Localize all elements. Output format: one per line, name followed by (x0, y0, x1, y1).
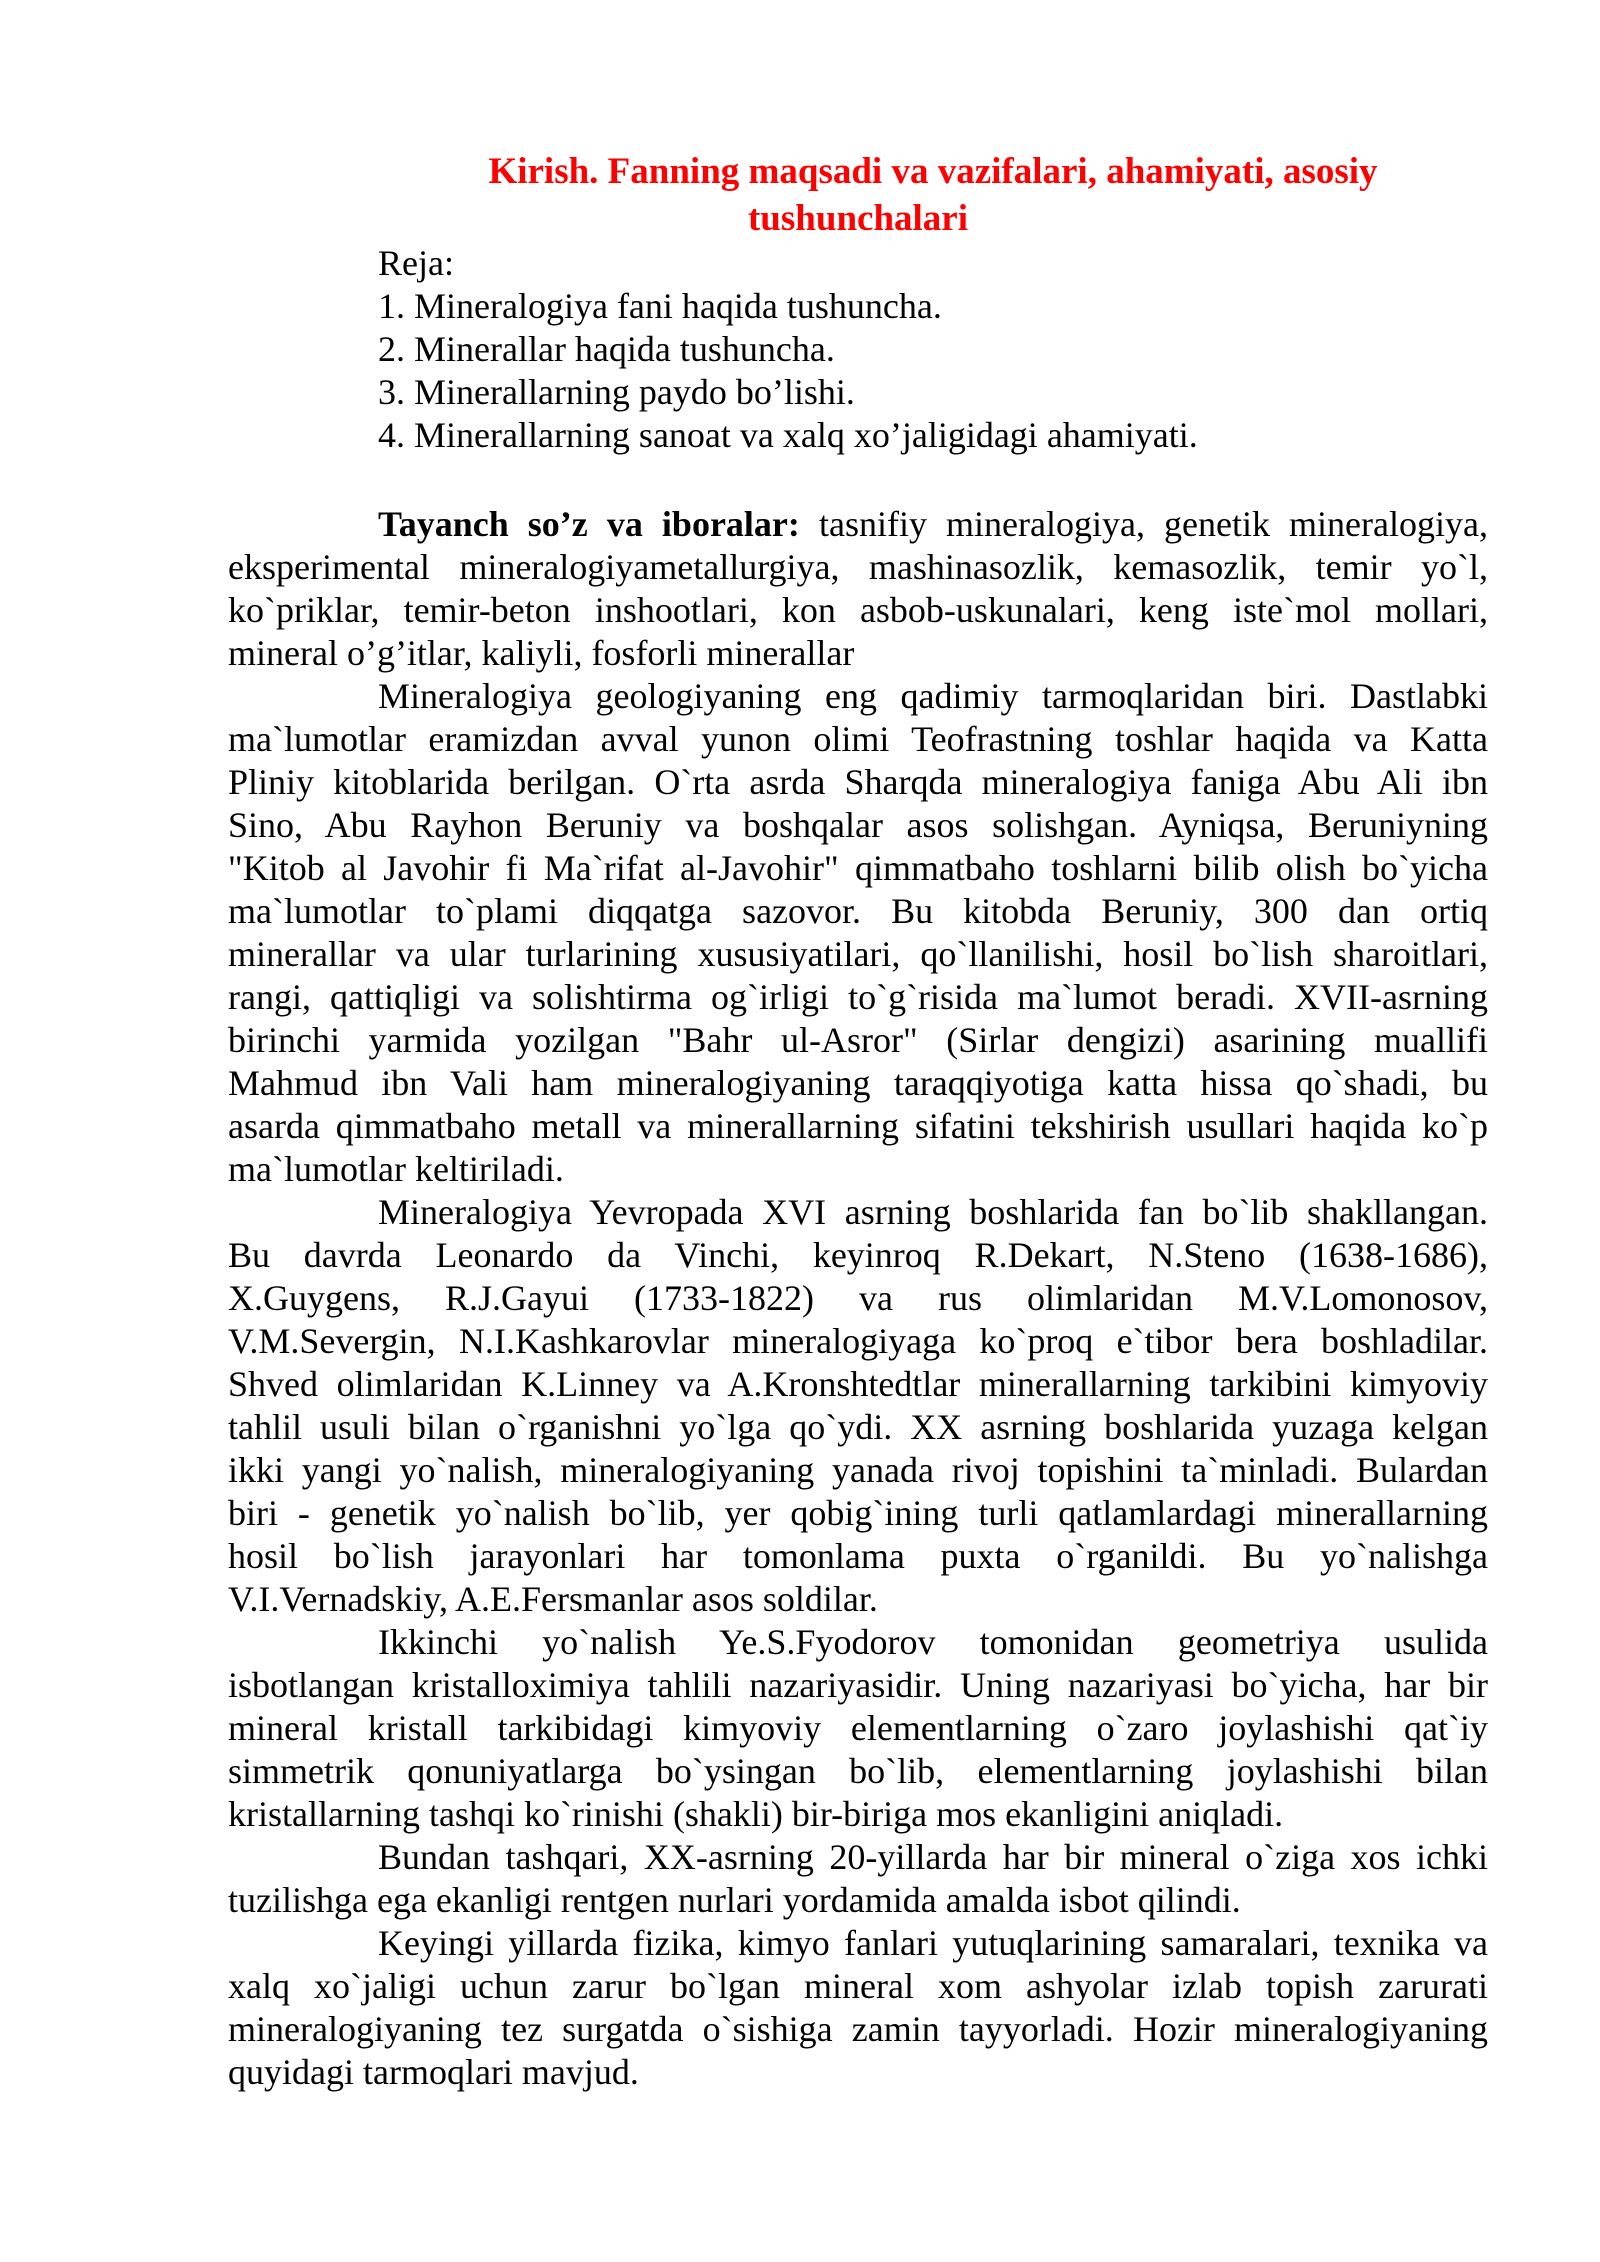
text-line: Mahmud ibn Vali ham mineralogiyaning taraqqiyotiga katta hissa qo`shadi, bu (228, 1063, 1488, 1103)
text-line: ma`lumotlar to`plami diqqatga sazovor. Bu kitobda Beruniy, 300 dan ortiq (228, 891, 1488, 931)
text-line: Pliniy kitoblarida berilgan. O`rta asrda Sharqda mineralogiya faniga Abu Ali ibn (228, 762, 1488, 802)
text-line: Keyingi yillarda fizika, kimyo fanlari yutuqlarining samaralari, texnika va (378, 1923, 1488, 1963)
text-line: simmetrik qonuniyatlarga bo`ysingan bo`lib, elementlarning joylashishi bilan (228, 1751, 1488, 1791)
text-line: rangi, qattiqligi va solishtirma og`irligi to`g`risida ma`lumot beradi. XVII-asrning (228, 977, 1488, 1017)
text-line: eksperimental mineralogiyametallurgiya, mashinasozlik, kemasozlik, temir yo`l, (228, 547, 1488, 587)
text-line: biri - genetik yo`nalish bo`lib, yer qobig`ining turli qatlamlardagi minerallarning (228, 1493, 1488, 1533)
text-line: birinchi yarmida yozilgan "Bahr ul-Asror" (Sirlar dengizi) asarining muallifi (228, 1020, 1488, 1060)
text-line: V.M.Severgin, N.I.Kashkarovlar mineralogiyaga ko`proq e`tibor bera boshladilar. (228, 1321, 1488, 1361)
text-line: Bu davrda Leonardo da Vinchi, keyinroq R.Dekart, N.Steno (1638-1686), (228, 1235, 1488, 1275)
title-line-1: Kirish. Fanning maqsadi va vazifalari, ahamiyati, asosiy (488, 151, 1378, 192)
text-line: kristallarning tashqi ko`rinishi (shakli) bir-biriga mos ekanligini aniqladi. (228, 1794, 1284, 1834)
blank-line (228, 457, 1488, 503)
paragraph (228, 503, 1488, 675)
text-line: mineral o’g’itlar, kaliyli, fosforli minerallar (228, 633, 855, 673)
text-line: ko`priklar, temir-beton inshootlari, kon asbob-uskunalari, keng iste`mol mollari, (228, 590, 1488, 630)
plan-item-1: 1. Mineralogiya fani haqida tushuncha. (378, 286, 942, 326)
document-title (228, 148, 1488, 242)
plan-item-4: 4. Minerallarning sanoat va xalq xo’jaligidagi ahamiyati. (378, 415, 1198, 455)
text-line: mineralogiyaning tez surgatda o`sishiga zamin tayyorladi. Hozir mineralogiyaning (228, 2009, 1488, 2049)
text-line: Bundan tashqari, XX-asrning 20-yillarda har bir mineral o`ziga xos ichki (378, 1837, 1488, 1877)
plan-section (228, 242, 1488, 457)
plan-item-3: 3. Minerallarning paydo bo’lishi. (378, 372, 855, 412)
text-line: Shved olimlaridan K.Linney va A.Kronshtedtlar minerallarning tarkibini kimyoviy (228, 1364, 1488, 1404)
paragraph (228, 1836, 1488, 1922)
text-line: hosil bo`lish jarayonlari har tomonlama puxta o`rganildi. Bu yo`nalishga (228, 1536, 1488, 1576)
plan-item-2: 2. Minerallar haqida tushuncha. (378, 329, 835, 369)
text-line: "Kitob al Javohir fi Ma`rifat al-Javohir" qimmatbaho toshlarni bilib olish bo`yicha (228, 848, 1488, 888)
text-line: asarda qimmatbaho metall va minerallarning sifatini tekshirish usullari haqida ko`p (228, 1106, 1488, 1146)
plan-label: Reja: (378, 243, 454, 283)
paragraph (228, 1191, 1488, 1621)
text-line: Tayanch so’z va iboralar: tasnifiy mineralogiya, genetik mineralogiya, (378, 504, 1488, 544)
text-line: isbotlangan kristalloximiya tahlili nazariyasidir. Uning nazariyasi bo`yicha, har bir (228, 1665, 1488, 1705)
text-line: ma`lumotlar keltiriladi. (228, 1149, 564, 1189)
paragraph (228, 1621, 1488, 1836)
paragraph (228, 1922, 1488, 2094)
text-line: Ikkinchi yo`nalish Ye.S.Fyodorov tomonidan geometriya usulida (378, 1622, 1488, 1662)
text-line: mineral kristall tarkibidagi kimyoviy elementlarning o`zaro joylashishi qat`iy (228, 1708, 1488, 1748)
text-line: V.I.Vernadskiy, A.E.Fersmanlar asos soldilar. (228, 1579, 878, 1619)
text-line: Sino, Abu Rayhon Beruniy va boshqalar asos solishgan. Ayniqsa, Beruniyning (228, 805, 1488, 845)
paragraph (228, 675, 1488, 1191)
bold-keywords-label: Tayanch so’z va iboralar: (378, 504, 800, 544)
text-line: ikki yangi yo`nalish, mineralogiyaning yanada rivoj topishini ta`minladi. Bulardan (228, 1450, 1488, 1490)
text-line: minerallar va ular turlarining xususiyatilari, qo`llanilishi, hosil bo`lish sharoitlari, (228, 934, 1488, 974)
text-line: tahlil usuli bilan o`rganishni yo`lga qo`ydi. XX asrning boshlarida yuzaga kelgan (228, 1407, 1488, 1447)
text-line: ma`lumotlar eramizdan avval yunon olimi Teofrastning toshlar haqida va Katta (228, 719, 1488, 759)
text-line: X.Guygens, R.J.Gayui (1733-1822) va rus olimlaridan M.V.Lomonosov, (228, 1278, 1488, 1318)
title-line-2: tushunchalari (747, 198, 968, 239)
text-line: Mineralogiya Yevropada XVI asrning boshlarida fan bo`lib shakllangan. (378, 1192, 1488, 1232)
body-paragraphs (228, 503, 1488, 2094)
text-line: Mineralogiya geologiyaning eng qadimiy tarmoqlaridan biri. Dastlabki (378, 676, 1488, 716)
text-line: xalq xo`jaligi uchun zarur bo`lgan mineral xom ashyolar izlab topish zarurati (228, 1966, 1488, 2006)
text-line: quyidagi tarmoqlari mavjud. (228, 2052, 639, 2092)
text-line: tuzilishga ega ekanligi rentgen nurlari yordamida amalda isbot qilindi. (228, 1880, 1241, 1920)
